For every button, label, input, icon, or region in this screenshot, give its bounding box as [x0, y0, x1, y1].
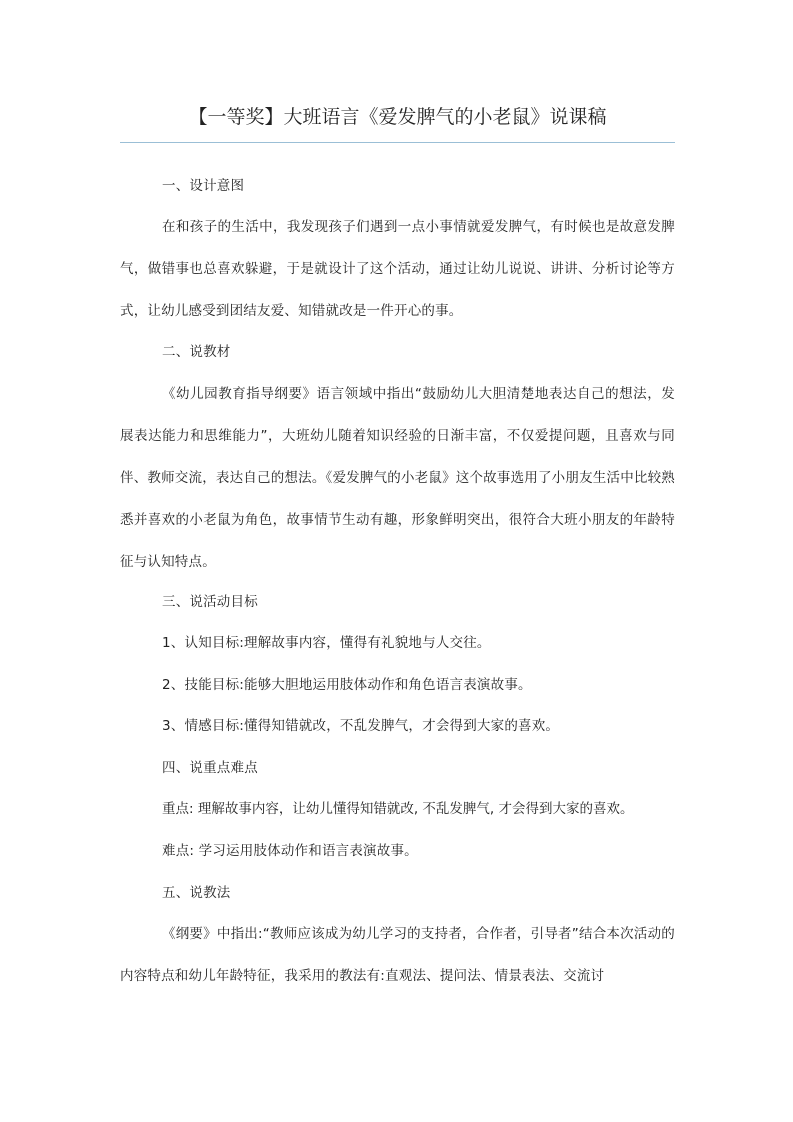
paragraph-teaching-material: 《幼儿园教育指导纲要》语言领域中指出“鼓励幼儿大胆清楚地表达自己的想法，发展表达能力和思维能力”，大班幼儿随着知识经验的日渐丰富，不仅爱提问题，且喜欢与同伴、教师交流，表达自己的想法。《爱发脾气的小老鼠》这个故事选用了小朋友生活中比较熟悉并喜欢的小老鼠为角色，故事情节生动有趣，形象鲜明突出，很符合大班小朋友的年龄特征与认知特点。 — [120, 386, 675, 570]
key-point-text: 重点: 理解故事内容，让幼儿懂得知错就改, 不乱发脾气, 才会得到大家的喜欢。 — [162, 801, 634, 817]
paragraph-teaching-method: 《纲要》中指出:“教师应该成为幼儿学习的支持者，合作者，引导者”结合本次活动的内容特点和幼儿年龄特征，我采用的教法有:直观法、提问法、情景表法、交流讨 — [120, 926, 675, 984]
document-title: 【一等奖】大班语言《爱发脾气的小老鼠》说课稿 — [188, 106, 607, 128]
goal-skill: 2、技能目标:能够大胆地运用肢体动作和角色语言表演故事。 — [162, 677, 532, 693]
difficult-point-text: 难点: 学习运用肢体动作和语言表演故事。 — [162, 843, 418, 859]
section-heading-design-intent: 一、设计意图 — [162, 178, 245, 194]
section-heading-key-difficult: 四、说重点难点 — [162, 760, 258, 776]
section-heading-teaching-method: 五、说教法 — [162, 885, 231, 901]
section-heading-teaching-material: 二、说教材 — [162, 344, 231, 360]
section-heading-activity-goals: 三、说活动目标 — [162, 594, 258, 610]
goal-emotion: 3、情感目标:懂得知错就改，不乱发脾气，才会得到大家的喜欢。 — [162, 718, 560, 734]
goal-cognitive: 1、认知目标:理解故事内容，懂得有礼貌地与人交往。 — [162, 635, 491, 651]
title-divider — [120, 142, 675, 143]
paragraph-design-intent: 在和孩子的生活中，我发现孩子们遇到一点小事情就爱发脾气，有时候也是故意发脾气，做错事也总喜欢躲避，于是就设计了这个活动，通过让幼儿说说、讲讲、分析讨论等方式，让幼儿感受到团结友爱、知错就改是一件开心的事。 — [120, 219, 675, 319]
